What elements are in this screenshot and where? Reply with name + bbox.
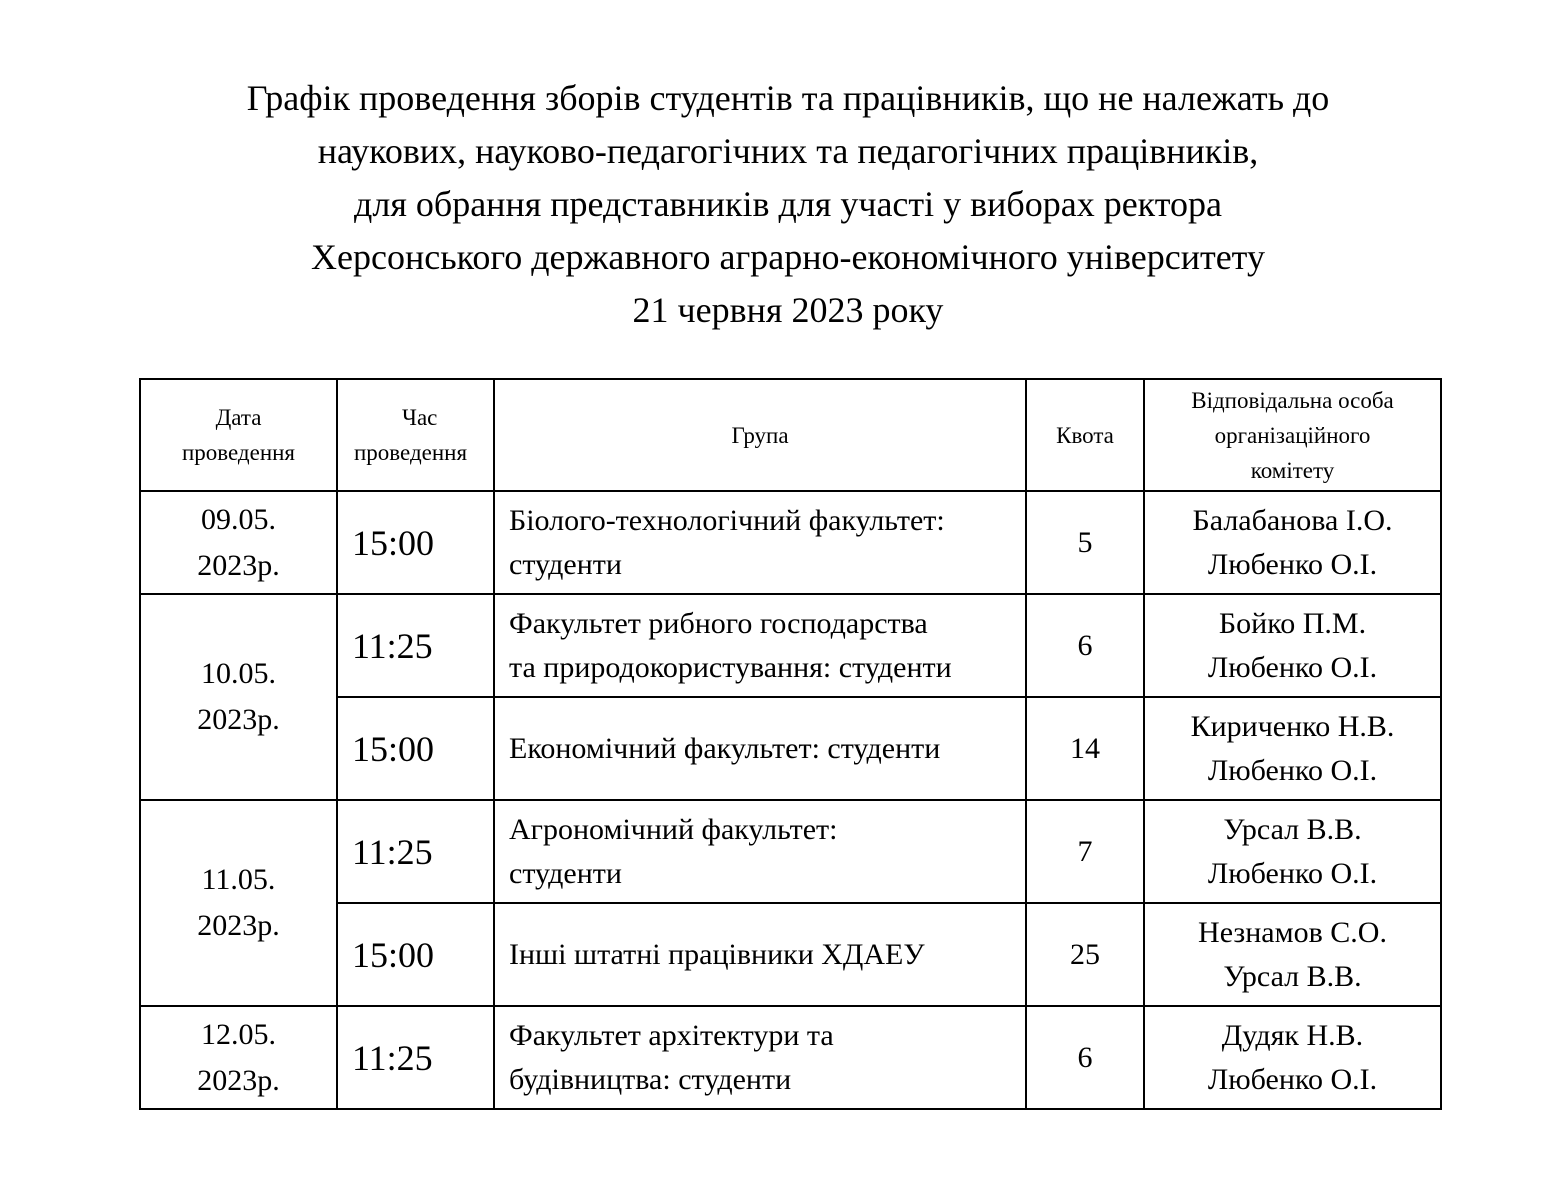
date-year: 2023р. bbox=[197, 1063, 280, 1097]
person-line: Балабанова І.О. bbox=[1192, 503, 1393, 537]
schedule-table bbox=[139, 378, 1442, 1110]
person-line: Любенко О.І. bbox=[1207, 650, 1378, 684]
person-line: Урсал В.В. bbox=[1223, 812, 1362, 846]
cell-time: 11:25 bbox=[337, 1006, 494, 1109]
cell-time: 15:00 bbox=[337, 491, 494, 594]
header-time-line: проведення bbox=[354, 440, 468, 465]
person-line: Любенко О.І. bbox=[1207, 856, 1378, 890]
table-row bbox=[140, 1006, 1441, 1109]
cell-date bbox=[140, 800, 337, 1006]
person-line: Незнамов С.О. bbox=[1198, 915, 1387, 949]
table-header-row bbox=[140, 379, 1441, 491]
date-day: 12.05. bbox=[201, 1017, 276, 1051]
date-day: 11.05. bbox=[201, 863, 276, 896]
cell-group bbox=[494, 594, 1026, 697]
cell-person bbox=[1144, 594, 1441, 697]
person-line: Любенко О.І. bbox=[1207, 753, 1378, 787]
group-line: та природокористування: студенти bbox=[509, 650, 952, 684]
group-line: Економічний факультет: студенти bbox=[509, 731, 941, 765]
header-person-line: комітету bbox=[1250, 457, 1335, 483]
title-line: Херсонського державного аграрно-економічного університету bbox=[311, 237, 1265, 277]
header-date-line: проведення bbox=[181, 440, 296, 465]
person-line: Дудяк Н.В. bbox=[1221, 1018, 1364, 1052]
person-line: Урсал В.В. bbox=[1223, 959, 1362, 993]
header-time bbox=[337, 379, 494, 491]
person-line: Любенко О.І. bbox=[1207, 1062, 1378, 1096]
group-line: Факультет рибного господарства bbox=[509, 606, 928, 640]
cell-group bbox=[494, 903, 1026, 1006]
document-title bbox=[0, 72, 1556, 337]
group-line: Факультет архітектури та bbox=[509, 1018, 834, 1052]
cell-person bbox=[1144, 697, 1441, 800]
title-date-line: 21 червня 2023 року bbox=[632, 290, 944, 330]
title-line: Графік проведення зборів студентів та працівників, що не належать до bbox=[246, 78, 1330, 118]
date-year: 2023р. bbox=[197, 703, 280, 736]
cell-date bbox=[140, 594, 337, 800]
cell-date bbox=[140, 1006, 337, 1109]
date-year: 2023р. bbox=[197, 909, 280, 942]
cell-group bbox=[494, 697, 1026, 800]
table-row bbox=[140, 594, 1441, 697]
group-line: студенти bbox=[509, 547, 622, 581]
title-line: наукових, науково-педагогічних та педагогічних працівників, bbox=[317, 131, 1259, 171]
cell-person bbox=[1144, 903, 1441, 1006]
header-quota: Квота bbox=[1026, 379, 1144, 491]
cell-person bbox=[1144, 1006, 1441, 1109]
title-line: для обрання представників для участі у виборах ректора bbox=[354, 184, 1222, 224]
person-line: Кириченко Н.В. bbox=[1190, 709, 1395, 743]
header-group: Група bbox=[494, 379, 1026, 491]
header-date bbox=[140, 379, 337, 491]
group-line: Агрономічний факультет: bbox=[509, 812, 838, 846]
cell-quota: 5 bbox=[1026, 491, 1144, 594]
date-year: 2023р. bbox=[197, 548, 280, 582]
header-time-line: Час bbox=[402, 405, 438, 430]
person-line: Любенко О.І. bbox=[1207, 547, 1378, 581]
cell-group bbox=[494, 800, 1026, 903]
cell-person bbox=[1144, 491, 1441, 594]
cell-time: 15:00 bbox=[337, 903, 494, 1006]
cell-quota: 7 bbox=[1026, 800, 1144, 903]
group-line: студенти bbox=[509, 856, 622, 890]
table-row bbox=[140, 800, 1441, 903]
cell-quota: 6 bbox=[1026, 594, 1144, 697]
cell-time: 11:25 bbox=[337, 800, 494, 903]
cell-date bbox=[140, 491, 337, 594]
header-date-line: Дата bbox=[215, 405, 262, 430]
header-person bbox=[1144, 379, 1441, 491]
cell-time: 11:25 bbox=[337, 594, 494, 697]
group-line: Інші штатні працівники ХДАЕУ bbox=[509, 937, 925, 971]
cell-person bbox=[1144, 800, 1441, 903]
cell-quota: 25 bbox=[1026, 903, 1144, 1006]
person-line: Бойко П.М. bbox=[1218, 606, 1367, 640]
cell-time: 15:00 bbox=[337, 697, 494, 800]
cell-group bbox=[494, 1006, 1026, 1109]
date-day: 09.05. bbox=[201, 502, 276, 536]
cell-quota: 14 bbox=[1026, 697, 1144, 800]
header-person-line: Відповідальна особа bbox=[1191, 387, 1394, 413]
cell-quota: 6 bbox=[1026, 1006, 1144, 1109]
group-line: будівництва: студенти bbox=[509, 1062, 792, 1096]
group-line: Біолого-технологічний факультет: bbox=[509, 503, 945, 537]
date-day: 10.05. bbox=[201, 657, 276, 690]
cell-group bbox=[494, 491, 1026, 594]
table-row bbox=[140, 491, 1441, 594]
header-person-line: організаційного bbox=[1214, 422, 1371, 448]
